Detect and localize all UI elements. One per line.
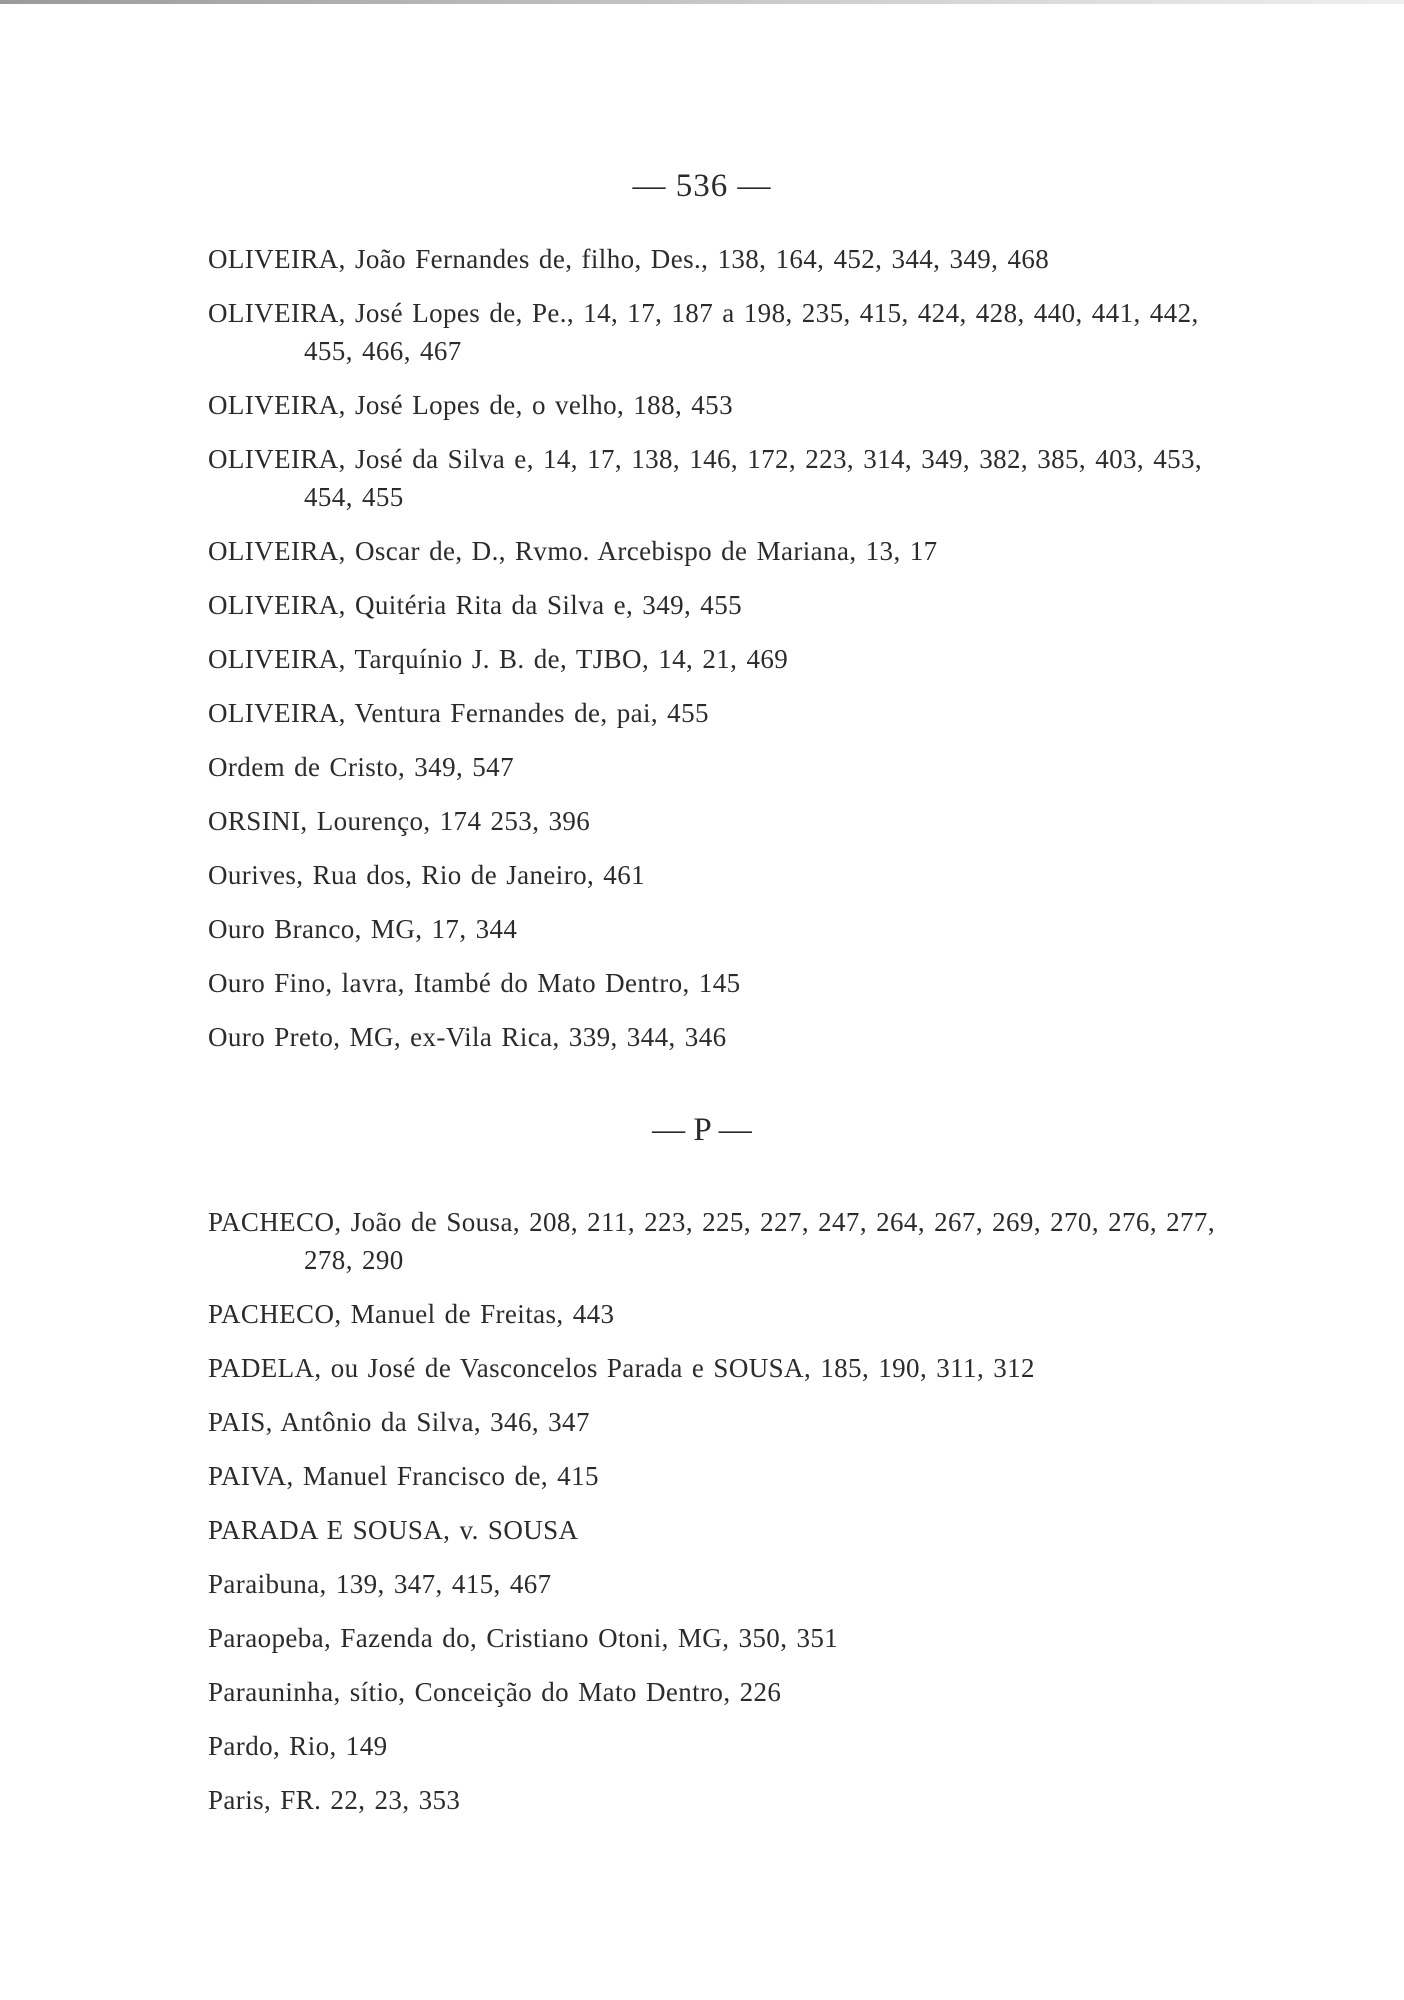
index-entry: OLIVEIRA, Tarquínio J. B. de, TJBO, 14, 21, 469 bbox=[208, 644, 789, 674]
index-entry: OLIVEIRA, Quitéria Rita da Silva e, 349, 455 bbox=[208, 590, 743, 620]
index-entry: Ordem de Cristo, 349, 547 bbox=[208, 752, 514, 782]
index-entry: Paraibuna, 139, 347, 415, 467 bbox=[208, 1569, 552, 1599]
index-entry: PACHECO, João de Sousa, 208, 211, 223, 225, 227, 247, 264, 267, 269, 270, 276, 277, 278, 290 bbox=[208, 1207, 1215, 1275]
index-entries bbox=[208, 240, 1228, 1835]
index-entry: OLIVEIRA, José Lopes de, Pe., 14, 17, 187 a 198, 235, 415, 424, 428, 440, 441, 442, 455, 466, 467 bbox=[208, 298, 1199, 366]
index-entry: OLIVEIRA, Ventura Fernandes de, pai, 455 bbox=[208, 698, 709, 728]
page-number: — 536 — bbox=[632, 168, 772, 204]
index-entry: Paraopeba, Fazenda do, Cristiano Otoni, MG, 350, 351 bbox=[208, 1623, 839, 1653]
index-entry: ORSINI, Lourenço, 174 253, 396 bbox=[208, 806, 591, 836]
index-entry: Ourives, Rua dos, Rio de Janeiro, 461 bbox=[208, 860, 645, 890]
index-entry: Ouro Branco, MG, 17, 344 bbox=[208, 914, 518, 944]
index-entry: Ouro Fino, lavra, Itambé do Mato Dentro, 145 bbox=[208, 968, 741, 998]
top-edge-rule bbox=[0, 0, 1404, 4]
index-entry: Pardo, Rio, 149 bbox=[208, 1731, 388, 1761]
index-entry: PADELA, ou José de Vasconcelos Parada e SOUSA, 185, 190, 311, 312 bbox=[208, 1353, 1035, 1383]
index-entry: OLIVEIRA, Oscar de, D., Rvmo. Arcebispo de Mariana, 13, 17 bbox=[208, 536, 938, 566]
index-entry: Ouro Preto, MG, ex-Vila Rica, 339, 344, 346 bbox=[208, 1022, 727, 1052]
section-heading-p: — P — bbox=[652, 1112, 752, 1148]
index-entry: Paris, FR. 22, 23, 353 bbox=[208, 1785, 461, 1815]
index-entry: PAIVA, Manuel Francisco de, 415 bbox=[208, 1461, 599, 1491]
index-entry: PARADA E SOUSA, v. SOUSA bbox=[208, 1515, 579, 1545]
index-entry: OLIVEIRA, João Fernandes de, filho, Des., 138, 164, 452, 344, 349, 468 bbox=[208, 244, 1050, 274]
index-entry: PACHECO, Manuel de Freitas, 443 bbox=[208, 1299, 615, 1329]
index-entry: Parauninha, sítio, Conceição do Mato Dentro, 226 bbox=[208, 1677, 782, 1707]
index-entry: OLIVEIRA, José da Silva e, 14, 17, 138, 146, 172, 223, 314, 349, 382, 385, 403, 453, 454, 455 bbox=[208, 444, 1203, 512]
index-entry: OLIVEIRA, José Lopes de, o velho, 188, 453 bbox=[208, 390, 733, 420]
index-entry: PAIS, Antônio da Silva, 346, 347 bbox=[208, 1407, 590, 1437]
